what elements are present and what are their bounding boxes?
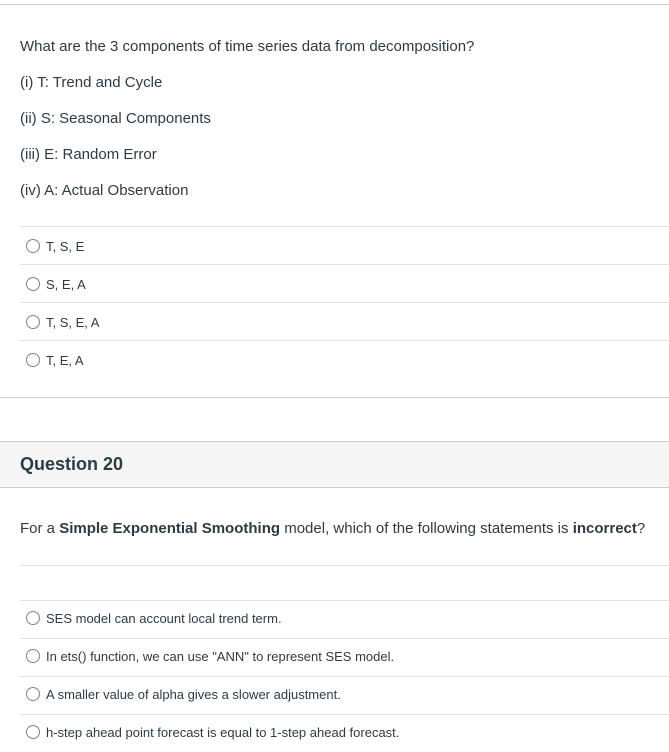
answer-label: h-step ahead point forecast is equal to 1-step ahead forecast. bbox=[46, 724, 400, 740]
stem-text: For a bbox=[20, 520, 60, 537]
question-20-title: Question 20 bbox=[20, 454, 124, 474]
answer-option-2[interactable] bbox=[20, 637, 669, 675]
answer-label: S, E, A bbox=[46, 276, 86, 292]
radio-button[interactable] bbox=[26, 277, 40, 291]
answer-option-1[interactable] bbox=[20, 599, 669, 637]
radio-button[interactable] bbox=[26, 315, 40, 329]
answer-label: T, E, A bbox=[46, 352, 84, 368]
question-19-item-3: (iii) E: Random Error bbox=[20, 146, 157, 163]
question-19-card bbox=[0, 4, 669, 398]
answer-label: T, S, E bbox=[46, 238, 85, 254]
stem-text: model, which of the following statements is bbox=[280, 520, 573, 537]
stem-text: ? bbox=[636, 520, 646, 537]
question-19-item-4: (iv) A: Actual Observation bbox=[20, 182, 189, 199]
question-gap bbox=[0, 399, 669, 441]
question-20-stem bbox=[20, 519, 661, 539]
answer-option-4[interactable] bbox=[20, 713, 669, 751]
question-19-item-2: (ii) S: Seasonal Components bbox=[20, 110, 211, 127]
stem-bold-text: incorrect bbox=[572, 520, 637, 537]
radio-button[interactable] bbox=[26, 725, 40, 739]
answer-option-3[interactable] bbox=[20, 675, 669, 713]
radio-button[interactable] bbox=[26, 611, 40, 625]
question-20-header bbox=[0, 442, 669, 488]
question-19-item-1: (i) T: Trend and Cycle bbox=[20, 74, 163, 91]
answer-option-4[interactable] bbox=[20, 341, 669, 379]
radio-button[interactable] bbox=[26, 649, 40, 663]
answer-label: SES model can account local trend term. bbox=[46, 610, 282, 626]
answer-option-3[interactable] bbox=[20, 303, 669, 341]
answer-label: In ets() function, we can use "ANN" to represent SES model. bbox=[46, 648, 395, 664]
question-20-card bbox=[0, 441, 669, 752]
answer-label: A smaller value of alpha gives a slower adjustment. bbox=[46, 686, 341, 702]
radio-button[interactable] bbox=[26, 353, 40, 367]
question-19-stem: What are the 3 components of time series data from decomposition? bbox=[20, 38, 475, 55]
answer-option-1[interactable] bbox=[20, 227, 669, 265]
stem-bold-text: Simple Exponential Smoothing bbox=[59, 520, 281, 537]
answer-divider bbox=[20, 565, 669, 566]
answer-option-2[interactable] bbox=[20, 265, 669, 303]
radio-button[interactable] bbox=[26, 687, 40, 701]
answer-label: T, S, E, A bbox=[46, 314, 100, 330]
radio-button[interactable] bbox=[26, 239, 40, 253]
